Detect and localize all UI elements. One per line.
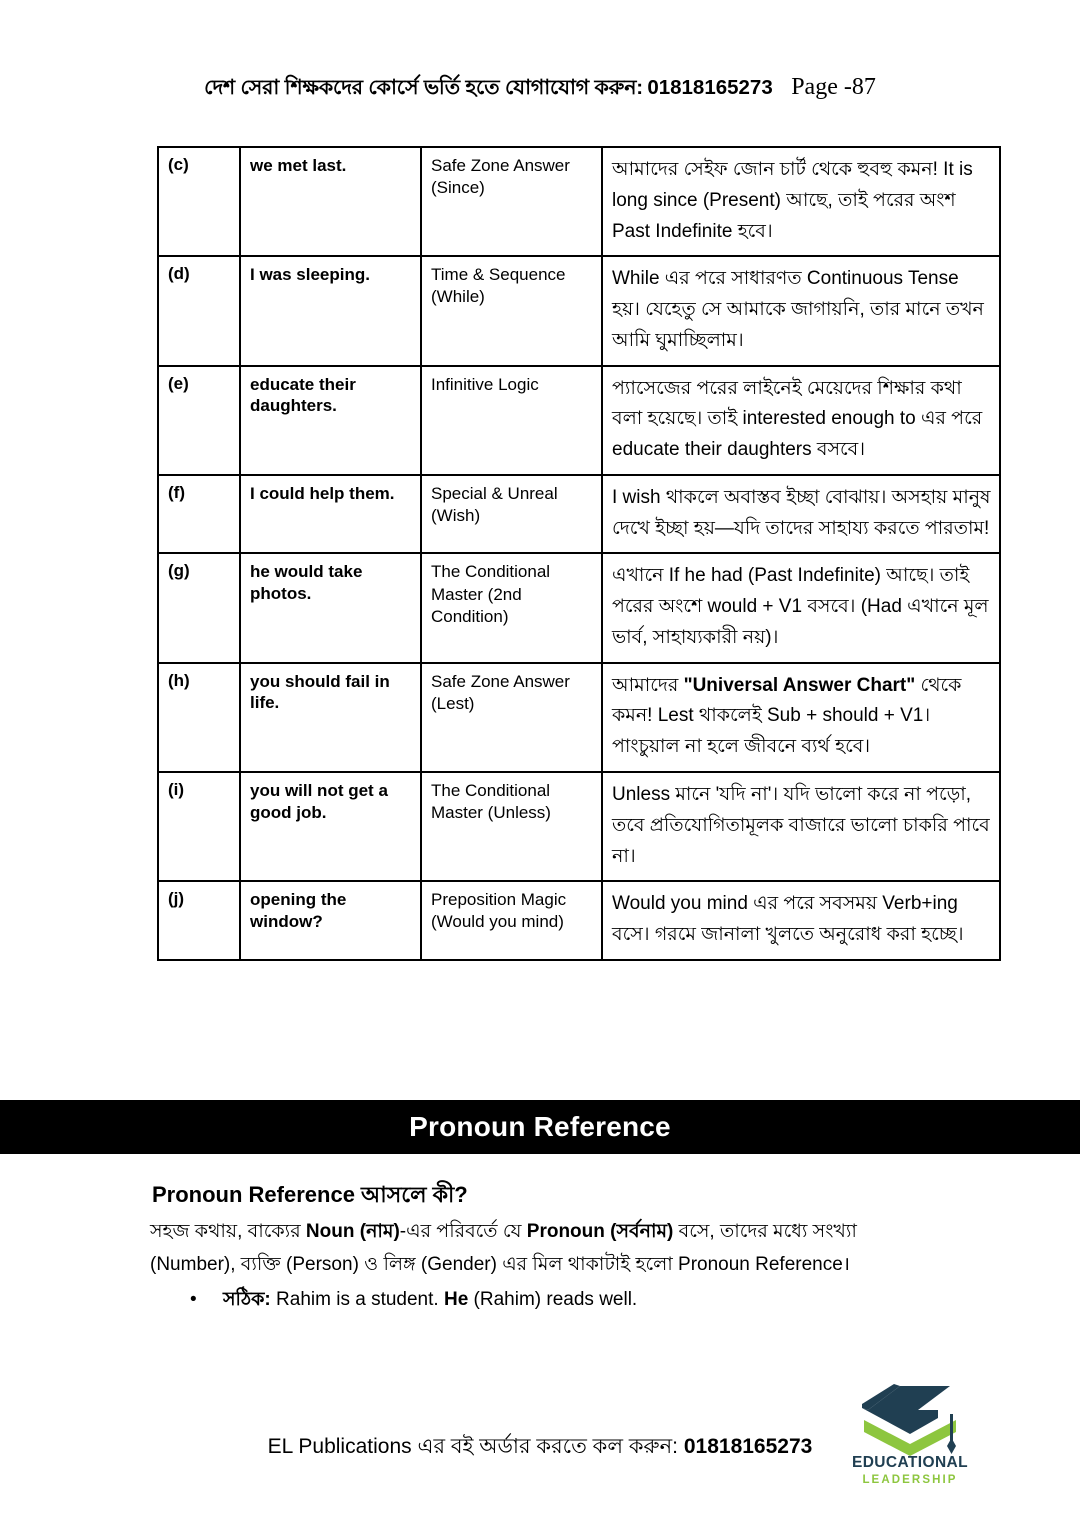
- answer-cell: opening the window?: [240, 881, 421, 960]
- plain-text: এখানে If he had (Past Indefinite) আছে। তাই পরের অংশে would + V1 বসবে। (Had এখানে মূল ভার্ব, সাহায্যকারী নয়)।: [612, 565, 989, 648]
- rule-name-cell: Time & Sequence (While): [421, 256, 602, 365]
- row-label-cell: (f): [158, 475, 240, 554]
- explanation-cell: [602, 881, 1000, 960]
- plain-text: আমাদের সেইফ জোন চার্ট থেকে হুবহু কমন! It is long since (Present) আছে, তাই পরের অংশ Past Indefinite হবে।: [612, 159, 973, 242]
- rule-name-cell: The Conditional Master (Unless): [421, 772, 602, 881]
- graduation-cap-icon: [854, 1384, 966, 1456]
- plain-text: সহজ কথায়, বাক্যের: [150, 1221, 306, 1242]
- emphasis-text: "Universal Answer Chart": [683, 674, 916, 696]
- row-label-cell: (h): [158, 663, 240, 772]
- rule-name-cell: The Conditional Master (2nd Condition): [421, 553, 602, 662]
- page-header: [0, 72, 1080, 106]
- answer-cell: he would take photos.: [240, 553, 421, 662]
- explanation-cell: [602, 147, 1000, 256]
- answer-cell: I could help them.: [240, 475, 421, 554]
- row-label-cell: (i): [158, 772, 240, 881]
- emphasis-text: সঠিক:: [223, 1289, 271, 1310]
- answer-cell: you should fail in life.: [240, 663, 421, 772]
- educational-leadership-logo: [846, 1384, 974, 1494]
- table-row: [158, 553, 1000, 662]
- answer-cell: we met last.: [240, 147, 421, 256]
- grammar-answer-table: [157, 146, 1001, 961]
- table-body: [158, 147, 1000, 960]
- footer-text: EL Publications এর বই অর্ডার করতে কল করুন:: [267, 1435, 679, 1458]
- plain-text: I wish থাকলে অবাস্তব ইচ্ছা বোঝায়। অসহায় মানুষ দেখে ইচ্ছা হয়—যদি তাদের সাহায্য করতে পারতাম!: [612, 486, 991, 539]
- table-row: [158, 366, 1000, 475]
- plain-text: Would you mind এর পরে সবসময় Verb+ing বসে। গরমে জানালা খুলতে অনুরোধ করা হচ্ছে।: [612, 893, 964, 946]
- section-banner: [0, 1100, 1080, 1154]
- logo-word-educational: EDUCATIONAL: [851, 1454, 969, 1471]
- plain-text: Rahim is a student.: [270, 1289, 444, 1310]
- explanation-cell: [602, 663, 1000, 772]
- plain-text: (Rahim) reads well.: [468, 1289, 638, 1310]
- rule-name-cell: Infinitive Logic: [421, 366, 602, 475]
- table-row: [158, 881, 1000, 960]
- header-phone-number: 01818165273: [647, 76, 773, 99]
- row-label-cell: (j): [158, 881, 240, 960]
- explanation-cell: [602, 772, 1000, 881]
- emphasis-text: Noun (নাম): [305, 1221, 400, 1242]
- answer-cell: educate their daughters.: [240, 366, 421, 475]
- table-row: [158, 772, 1000, 881]
- emphasis-text: Pronoun (সর্বনাম): [526, 1221, 674, 1242]
- logo-word-leadership: LEADERSHIP: [862, 1474, 958, 1486]
- section-paragraph: [150, 1216, 940, 1281]
- explanation-cell: [602, 366, 1000, 475]
- plain-text: Unless মানে 'যদি না'। যদি ভালো করে না পড়ো, তবে প্রতিযোগিতামূলক বাজারে ভালো চাকরি পাবে না।: [612, 784, 990, 867]
- explanation-cell: [602, 553, 1000, 662]
- section-banner-title: Pronoun Reference: [409, 1111, 671, 1142]
- header-bangla-text: দেশ সেরা শিক্ষকদের কোর্সে ভর্তি হতে যোগাযোগ করুন:: [204, 76, 643, 99]
- answer-cell: you will not get a good job.: [240, 772, 421, 881]
- emphasis-text: He: [443, 1289, 469, 1310]
- page-number-label: Page -87: [791, 74, 876, 100]
- rule-name-cell: Safe Zone Answer (Lest): [421, 663, 602, 772]
- row-label-cell: (c): [158, 147, 240, 256]
- bullet-marker-icon: •: [190, 1289, 197, 1310]
- row-label-cell: (g): [158, 553, 240, 662]
- rule-name-cell: Safe Zone Answer (Since): [421, 147, 602, 256]
- row-label-cell: (d): [158, 256, 240, 365]
- example-bullet-list: [150, 1286, 940, 1315]
- answer-cell: I was sleeping.: [240, 256, 421, 365]
- row-label-cell: (e): [158, 366, 240, 475]
- footer-phone-number: 01818165273: [683, 1435, 813, 1458]
- explanation-cell: [602, 256, 1000, 365]
- table-row: [158, 663, 1000, 772]
- table-row: [158, 475, 1000, 554]
- rule-name-cell: Preposition Magic (Would you mind): [421, 881, 602, 960]
- explanation-cell: [602, 475, 1000, 554]
- plain-text: বসে, তাদের মধ্যে সংখ্যা (Number), ব্যক্তি (Person) ও লিঙ্গ (Gender) এর মিল থাকাটাই হলো Pronoun Reference।: [150, 1221, 857, 1275]
- plain-text: প্যাসেজের পরের লাইনেই মেয়েদের শিক্ষার কথা বলা হয়েছে। তাই interested enough to এর পরে educate their daughters বসবে।: [612, 377, 983, 461]
- plain-text: -এর পরিবর্তে যে: [399, 1221, 527, 1242]
- rule-name-cell: Special & Unreal (Wish): [421, 475, 602, 554]
- section-sub-heading: Pronoun Reference আসলে কী?: [152, 1182, 468, 1207]
- table-row: [158, 256, 1000, 365]
- list-item: [150, 1286, 940, 1315]
- plain-text: While এর পরে সাধারণত Continuous Tense হয়। যেহেতু সে আমাকে জাগায়নি, তার মানে তখন আমি ঘুমাচ্ছিলাম।: [612, 268, 984, 351]
- table-row: [158, 147, 1000, 256]
- plain-text: আমাদের: [612, 674, 684, 696]
- plain-text: থেকে কমন! Lest থাকলেই Sub + should + V1। পাংচুয়াল না হলে জীবনে ব্যর্থ হবে।: [612, 674, 962, 758]
